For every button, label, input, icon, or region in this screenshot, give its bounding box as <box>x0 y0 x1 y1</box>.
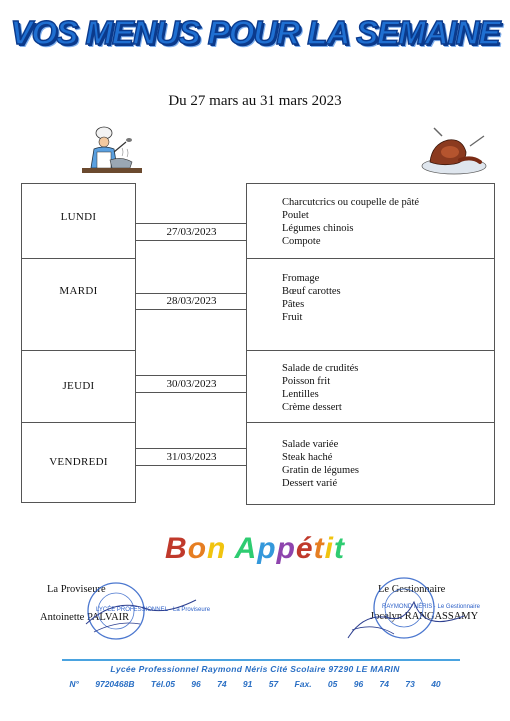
date-range: Du 27 mars au 31 mars 2023 <box>168 93 342 109</box>
menu-item: Steak haché <box>282 452 333 463</box>
connector-line <box>136 392 246 393</box>
bon-appetit-letter: A <box>234 532 258 565</box>
connector-line <box>136 448 246 449</box>
day-label-tuesday: MARDI <box>59 285 98 297</box>
row-divider <box>246 422 495 423</box>
menu-list-thursday <box>282 362 358 414</box>
menu-item: Dessert varié <box>282 478 338 489</box>
menu-item: Pâtes <box>282 299 305 310</box>
row-divider <box>246 350 495 351</box>
bon-appetit-letter: p <box>257 532 277 565</box>
row-divider <box>21 258 136 259</box>
menu-item: Gratin de légumes <box>282 465 359 476</box>
bon-appetit-letter: p <box>276 532 296 565</box>
menu-item: Légumes chinois <box>282 223 354 234</box>
bon-appetit-letter <box>226 532 234 565</box>
menu-item: Lentilles <box>282 389 319 400</box>
bon-appetit-heading <box>0 532 510 566</box>
row-divider <box>246 258 495 259</box>
menu-item: Poulet <box>282 210 309 221</box>
date-label-friday: 31/03/2023 <box>166 451 217 463</box>
day-label-friday: VENDREDI <box>49 456 108 468</box>
connector-line <box>136 309 246 310</box>
bon-appetit-letter: t <box>313 532 325 565</box>
menu-item: Fruit <box>282 312 303 323</box>
menu-item: Crème dessert <box>282 402 342 413</box>
connector-line <box>136 375 246 376</box>
meat-clipart-icon <box>420 126 488 178</box>
day-label-monday: LUNDI <box>60 211 97 223</box>
row-divider <box>21 350 136 351</box>
menu-item: Charcutcrics ou coupelle de pâté <box>282 197 420 208</box>
menu-item: Poisson frit <box>282 376 331 387</box>
connector-line <box>136 223 246 224</box>
menu-list-tuesday <box>282 272 341 324</box>
connector-line <box>136 465 246 466</box>
school-stamp-icon <box>344 572 480 646</box>
footer-divider <box>62 659 460 661</box>
days-column <box>21 183 136 503</box>
date-label-tuesday: 28/03/2023 <box>166 295 217 307</box>
bon-appetit-letter: i <box>324 532 334 565</box>
menu-item: Fromage <box>282 273 320 284</box>
date-label-thursday: 30/03/2023 <box>166 378 217 390</box>
page-title: VOS MENUS POUR LA SEMAINE <box>10 14 500 51</box>
right-signatory-name: Jocelyn RANGASSAMY <box>370 611 479 622</box>
footer-contact: N° 9720468B Tél.05 96 74 91 57 Fax. 05 96 74 73 40 <box>69 679 441 689</box>
left-signatory-role: La Proviseure <box>47 584 106 595</box>
stamp-text: RAYMOND NÉRIS · Le Gestionnaire <box>382 604 480 610</box>
bon-appetit-letter: B <box>165 532 188 565</box>
left-signatory-name: Antoinette PALVAIR <box>40 612 130 623</box>
connector-line <box>136 240 246 241</box>
row-divider <box>21 422 136 423</box>
menu-list-monday <box>282 196 419 248</box>
menu-item: Bœuf carottes <box>282 286 341 297</box>
footer-address: Lycée Professionnel Raymond Néris Cité Scolaire 97290 LE MARIN <box>110 664 400 674</box>
day-label-thursday: JEUDI <box>62 380 95 392</box>
right-signatory-role: Le Gestionnaire <box>378 584 446 595</box>
bon-appetit-letter: t <box>333 532 345 565</box>
menu-item: Salade variée <box>282 439 339 450</box>
bon-appetit-letter: n <box>207 532 227 565</box>
stamp-text: LYCÉE PROFESSIONNEL · La Proviseure <box>96 607 211 613</box>
bon-appetit-letter: é <box>295 532 314 565</box>
school-stamp-icon <box>84 578 211 644</box>
menu-item: Compote <box>282 236 321 247</box>
connector-line <box>136 293 246 294</box>
date-label-monday: 27/03/2023 <box>166 226 217 238</box>
bon-appetit-letter: o <box>187 532 208 565</box>
menu-list-friday <box>282 438 359 490</box>
menu-item: Salade de crudités <box>282 363 359 374</box>
chef-clipart-icon <box>74 122 146 176</box>
